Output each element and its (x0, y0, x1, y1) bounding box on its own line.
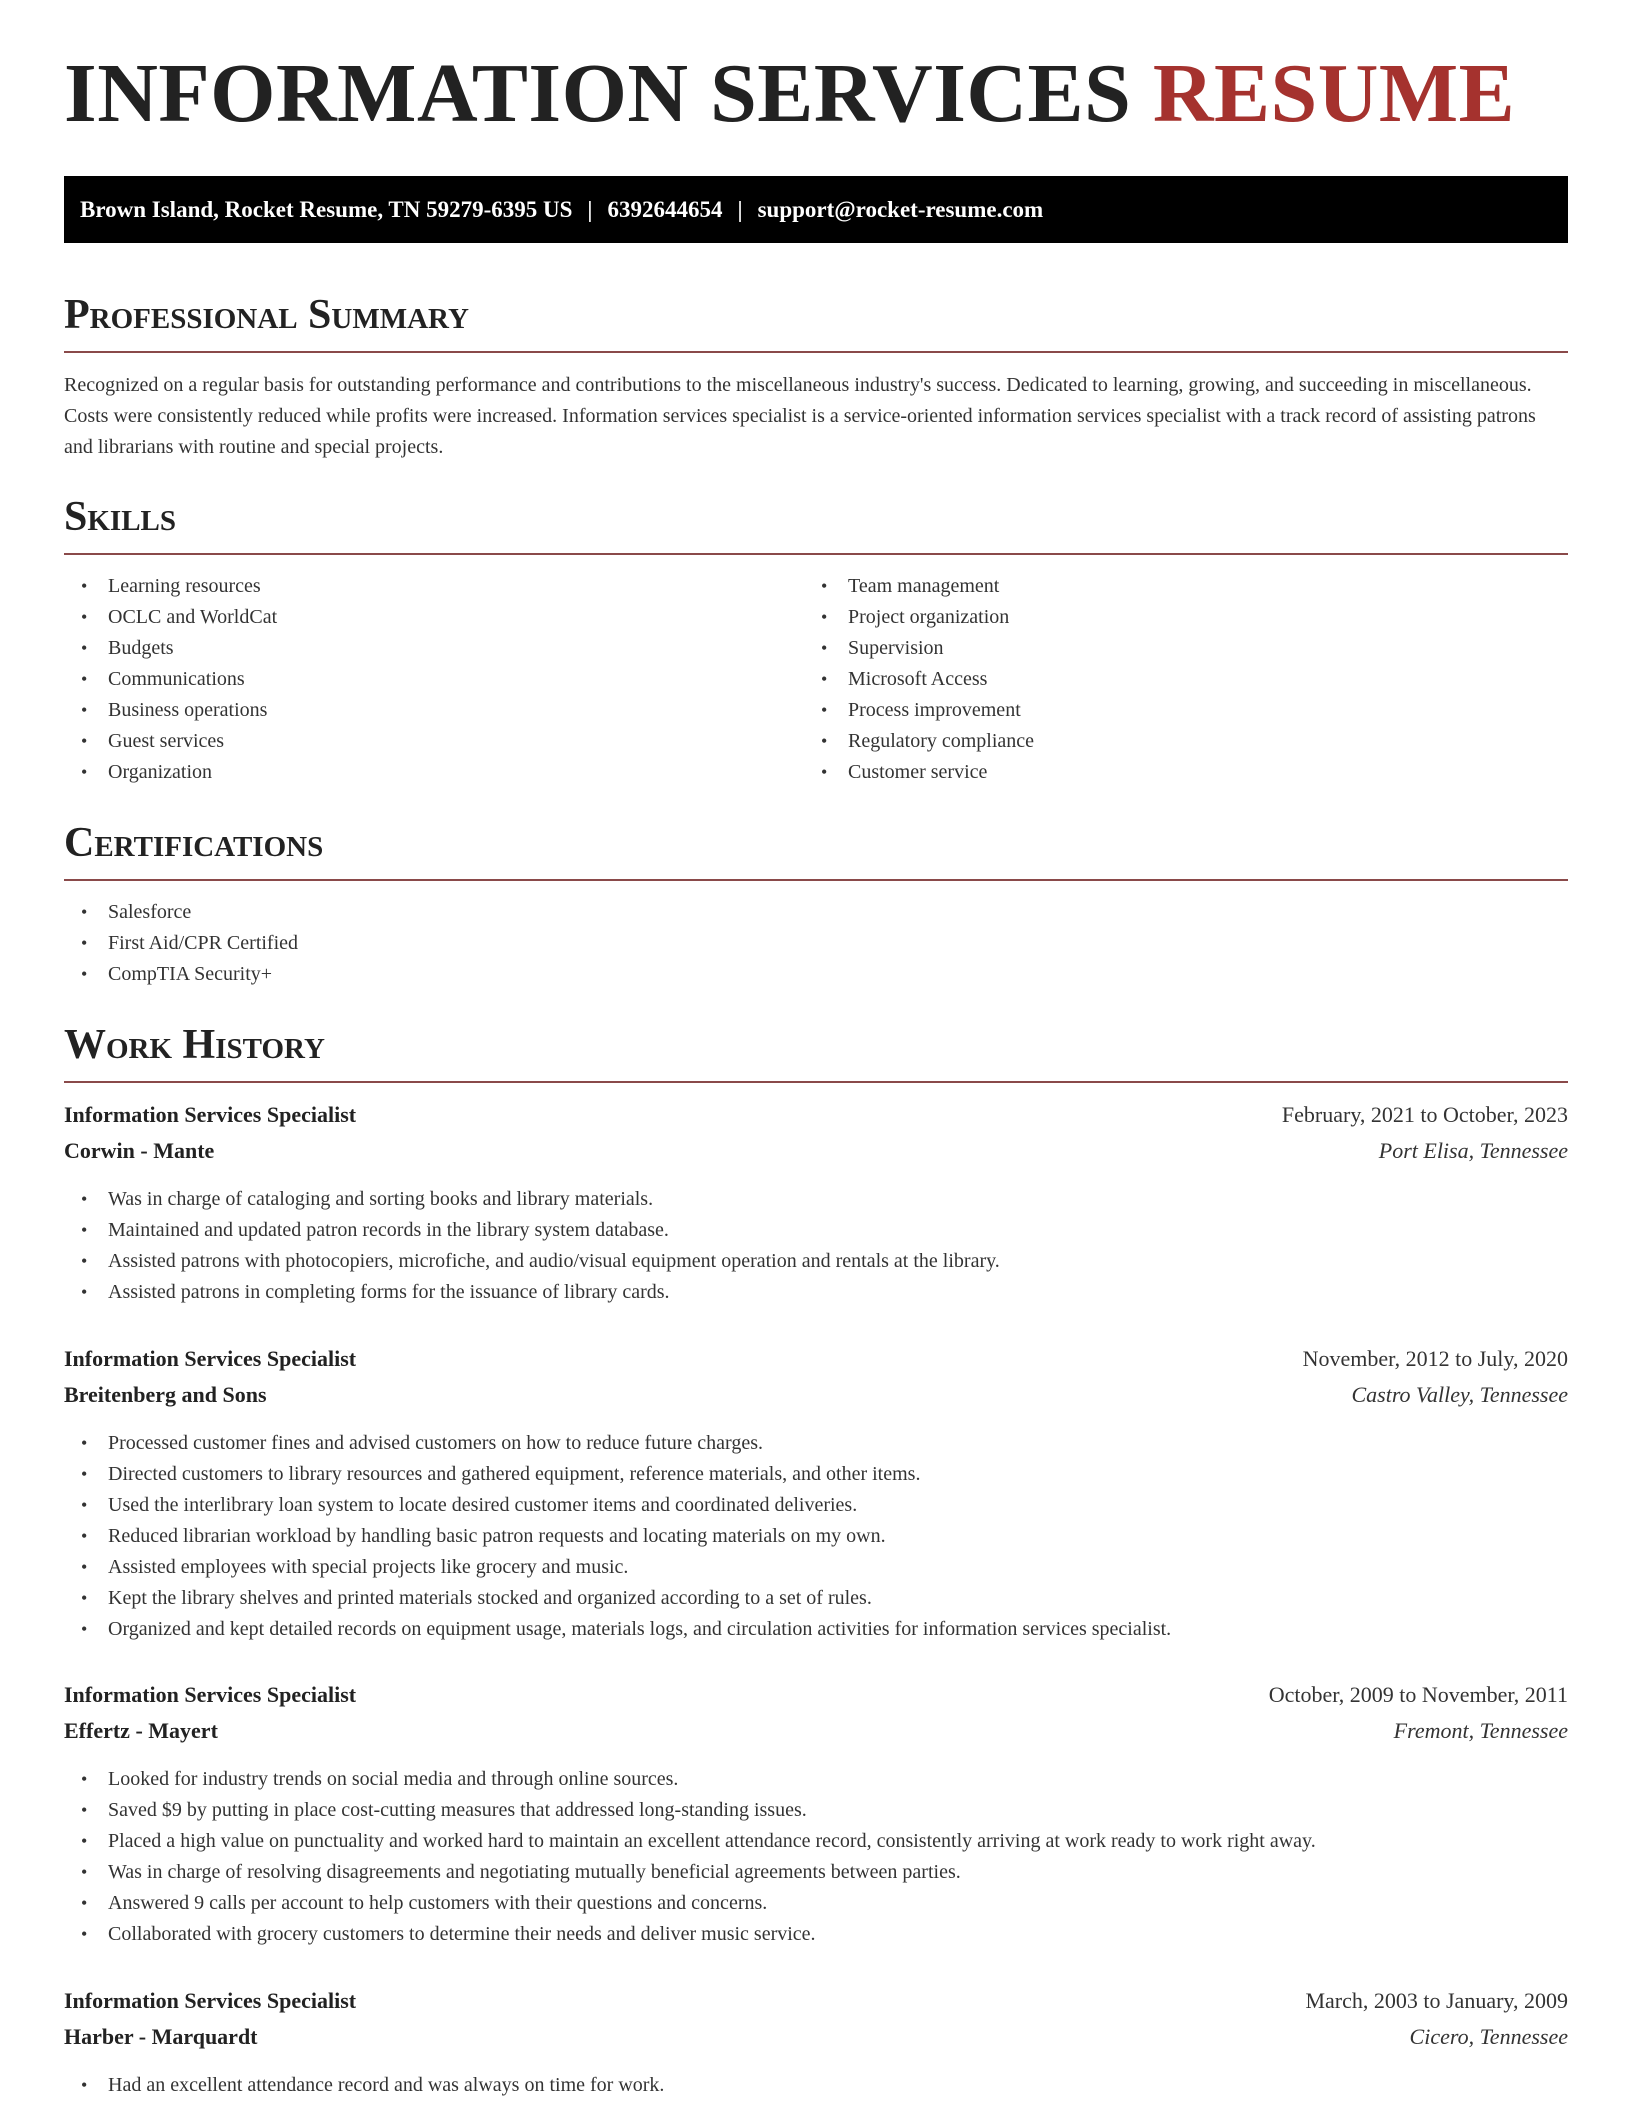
job-title: Information Services Specialist (64, 1346, 357, 1371)
job-duty: • Assisted patrons in completing forms for the issuance of library cards. (64, 1277, 1568, 1308)
job-duties-list (64, 1764, 1568, 1950)
job-duty: • Processed customer fines and advised customers on how to reduce future charges. (64, 1428, 1568, 1459)
skill-item: • Customer service (804, 757, 1568, 788)
job-entry (64, 1346, 1568, 1645)
certifications-heading: Certifications (64, 820, 324, 866)
job-duty: • Saved $9 by putting in place cost-cutting measures that addressed long-standing issues. (64, 1795, 1568, 1826)
job-entry (64, 1988, 1568, 2101)
job-dates: October, 2009 to November, 2011 (1268, 1682, 1568, 1707)
skill-item: • Supervision (804, 633, 1568, 664)
contact-email: support@rocket-resume.com (757, 196, 1044, 222)
job-duty: • Was in charge of resolving disagreements and negotiating mutually beneficial agreements between parties. (64, 1857, 1568, 1888)
skill-item: • Project organization (804, 602, 1568, 633)
job-title: Information Services Specialist (64, 1988, 357, 2013)
job-location: Castro Valley, Tennessee (1351, 1382, 1568, 1407)
job-duty: • Had an excellent attendance record and was always on time for work. (64, 2070, 1568, 2101)
job-company: Effertz - Mayert (64, 1718, 218, 1743)
job-company: Corwin - Mante (64, 1138, 215, 1163)
certifications-list (64, 897, 1568, 990)
certification-item: • First Aid/CPR Certified (64, 928, 1568, 959)
job-duty: • Reduced librarian workload by handling basic patron requests and locating materials on my own. (64, 1521, 1568, 1552)
resume-title (64, 47, 1516, 140)
job-duty: • Used the interlibrary loan system to locate desired customer items and coordinated deliveries. (64, 1490, 1568, 1521)
job-title: Information Services Specialist (64, 1102, 357, 1127)
resume-title-accent: RESUME (1152, 47, 1516, 140)
job-duty: • Maintained and updated patron records in the library system database. (64, 1215, 1568, 1246)
skill-item: • Communications (64, 664, 804, 695)
skill-item: • Business operations (64, 695, 804, 726)
job-duties-list (64, 1428, 1568, 1645)
contact-separator: | (587, 196, 593, 222)
skill-item: • Organization (64, 757, 804, 788)
summary-text: Recognized on a regular basis for outstanding performance and contributions to the miscellaneous industry's success. Dedicated to learning, growing, and succeeding in miscellaneous. Costs were consistently reduced while profits were increased. Information services specialist is a service-oriented information services specialist with a track record of assisting patrons and librarians with routine and special projects. (64, 374, 1536, 458)
summary-divider (64, 351, 1568, 353)
job-entry (64, 1682, 1568, 1950)
job-duty: • Answered 9 calls per account to help customers with their questions and concerns. (64, 1888, 1568, 1919)
job-duty: • Looked for industry trends on social media and through online sources. (64, 1764, 1568, 1795)
job-duty: • Directed customers to library resources and gathered equipment, reference materials, and other items. (64, 1459, 1568, 1490)
certification-item: • Salesforce (64, 897, 1568, 928)
job-duties-list (64, 2070, 1568, 2101)
job-entry (64, 1102, 1568, 1308)
skills-list-right (804, 571, 1568, 788)
skills-list-left (64, 571, 804, 788)
resume-title-main: INFORMATION SERVICES (64, 47, 1132, 140)
skills-divider (64, 553, 1568, 555)
skill-item: • Budgets (64, 633, 804, 664)
skill-item: • Learning resources (64, 571, 804, 602)
job-company: Harber - Marquardt (64, 2024, 258, 2049)
job-title: Information Services Specialist (64, 1682, 357, 1707)
contact-bar (64, 176, 1568, 243)
skill-item: • Team management (804, 571, 1568, 602)
job-location: Fremont, Tennessee (1393, 1718, 1568, 1743)
job-duties-list (64, 1184, 1568, 1308)
contact-address: Brown Island, Rocket Resume, TN 59279-6395 US (80, 196, 573, 222)
skill-item: • Microsoft Access (804, 664, 1568, 695)
certification-item: • CompTIA Security+ (64, 959, 1568, 990)
skill-item: • OCLC and WorldCat (64, 602, 804, 633)
job-dates: March, 2003 to January, 2009 (1305, 1988, 1568, 2013)
job-duty: • Placed a high value on punctuality and worked hard to maintain an excellent attendance record, consistently arriving at work ready to work right away. (64, 1826, 1568, 1857)
skill-item: • Guest services (64, 726, 804, 757)
work-history-heading: Work History (64, 1022, 325, 1068)
job-duty: • Assisted employees with special projects like grocery and music. (64, 1552, 1568, 1583)
work-history-divider (64, 1081, 1568, 1083)
summary-heading: Professional Summary (64, 292, 469, 338)
job-company: Breitenberg and Sons (64, 1382, 267, 1407)
contact-separator: | (737, 196, 743, 222)
job-duty: • Kept the library shelves and printed materials stocked and organized according to a set of rules. (64, 1583, 1568, 1614)
job-dates: November, 2012 to July, 2020 (1302, 1346, 1568, 1371)
contact-phone: 6392644654 (607, 196, 723, 222)
certifications-divider (64, 879, 1568, 881)
job-duty: • Collaborated with grocery customers to determine their needs and deliver music service. (64, 1919, 1568, 1950)
job-duty: • Organized and kept detailed records on equipment usage, materials logs, and circulation activities for information services specialist. (64, 1614, 1568, 1645)
skills-heading: Skills (64, 494, 177, 540)
job-dates: February, 2021 to October, 2023 (1281, 1102, 1568, 1127)
job-location: Cicero, Tennessee (1409, 2024, 1568, 2049)
skill-item: • Regulatory compliance (804, 726, 1568, 757)
job-duty: • Assisted patrons with photocopiers, microfiche, and audio/visual equipment operation and rentals at the library. (64, 1246, 1568, 1277)
skill-item: • Process improvement (804, 695, 1568, 726)
job-location: Port Elisa, Tennessee (1378, 1138, 1568, 1163)
job-duty: • Was in charge of cataloging and sorting books and library materials. (64, 1184, 1568, 1215)
